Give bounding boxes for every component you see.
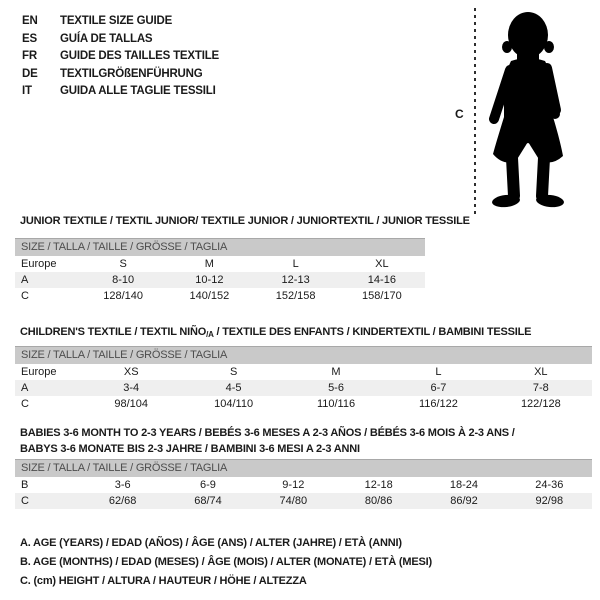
- table-cell: 74/80: [279, 495, 308, 507]
- language-code: EN: [22, 15, 38, 27]
- table-cell: S: [119, 258, 127, 270]
- table-cell: 68/74: [194, 495, 222, 507]
- table-cell: 62/68: [108, 495, 137, 507]
- table-band-header: SIZE / TALLA / TAILLE / GRÖSSE / TAGLIA: [15, 238, 425, 256]
- language-code: FR: [22, 50, 37, 62]
- table-cell: 98/104: [114, 398, 149, 410]
- table-cell: XS: [123, 366, 139, 378]
- table-cell: 6-7: [430, 382, 447, 394]
- legend-line-a: A. AGE (YEARS) / EDAD (AÑOS) / ÂGE (ANS) / ALTER (JAHRE) / ETÀ (ANNI): [20, 537, 402, 549]
- table-band-header: SIZE / TALLA / TAILLE / GRÖSSE / TAGLIA: [15, 459, 592, 477]
- height-figure: [452, 8, 584, 218]
- table-cell: 152/158: [275, 290, 316, 302]
- baby-silhouette-icon: [482, 10, 574, 210]
- table-cell: L: [435, 366, 442, 378]
- section-children-heading-sub: /A: [206, 330, 214, 339]
- row-label: C: [21, 290, 29, 302]
- guide-title: GUIDA ALLE TAGLIE TESSILI: [60, 85, 216, 97]
- section-junior-heading: [20, 214, 470, 230]
- table-cell: M: [204, 258, 214, 270]
- table-cell: 104/110: [214, 398, 254, 410]
- table-row: [15, 288, 425, 304]
- table-cell: 110/116: [316, 398, 356, 410]
- table-cell: 86/92: [450, 495, 478, 507]
- table-cell: XL: [534, 366, 548, 378]
- row-label: Europe: [21, 366, 57, 378]
- table-cell: 7-8: [532, 382, 549, 394]
- table-row: [15, 380, 592, 396]
- language-title-list: [22, 13, 219, 101]
- guide-title: GUÍA DE TALLAS: [60, 32, 153, 45]
- junior-size-table: [15, 238, 425, 304]
- table-cell: 24-36: [535, 479, 564, 491]
- row-label: C: [21, 495, 29, 507]
- language-row-de: [22, 66, 219, 84]
- table-row: [15, 272, 425, 288]
- legend: [20, 534, 432, 591]
- language-code: ES: [22, 32, 37, 45]
- table-cell: L: [292, 258, 299, 270]
- table-cell: 122/128: [520, 398, 561, 410]
- section-babies-heading-line2: BABYS 3-6 MONATE BIS 2-3 JAHRE / BAMBINI 3-6 MESI A 2-3 ANNI: [20, 442, 360, 455]
- section-junior-heading-text: JUNIOR TEXTILE / TEXTIL JUNIOR/ TEXTILE JUNIOR / JUNIORTEXTIL / JUNIOR TESSILE: [20, 215, 470, 227]
- table-cell: 12-18: [364, 479, 393, 491]
- height-dotted-line: [474, 8, 476, 214]
- table-cell: 140/152: [189, 290, 230, 302]
- row-label: B: [21, 479, 29, 491]
- section-children-heading-post: / TEXTILE DES ENFANTS / KINDERTEXTIL / BAMBINI TESSILE: [213, 326, 532, 338]
- row-label: C: [21, 398, 29, 410]
- table-cell: 5-6: [328, 382, 344, 394]
- section-babies-heading: [20, 426, 515, 457]
- table-cell: 92/98: [535, 495, 564, 507]
- table-row: [15, 477, 592, 493]
- table-row: [15, 364, 592, 380]
- table-cell: 3-4: [123, 382, 140, 394]
- language-row-fr: [22, 48, 219, 66]
- guide-title: GUIDE DES TAILLES TEXTILE: [60, 50, 219, 62]
- table-cell: S: [229, 366, 238, 378]
- table-cell: 14-16: [367, 274, 396, 286]
- table-row: [15, 396, 592, 412]
- guide-title: TEXTILE SIZE GUIDE: [60, 15, 173, 27]
- table-cell: 128/140: [103, 290, 143, 302]
- table-cell: 9-12: [282, 479, 305, 491]
- table-cell: 80/86: [364, 495, 393, 507]
- children-size-table: [15, 346, 592, 412]
- table-band-header: SIZE / TALLA / TAILLE / GRÖSSE / TAGLIA: [15, 346, 592, 364]
- section-babies-heading-line1: BABIES 3-6 MONTH TO 2-3 YEARS / BEBÉS 3-6 MESES A 2-3 AÑOS / BÉBÉS 3-6 MOIS À 2-3 ANS /: [20, 427, 515, 439]
- babies-size-table: [15, 459, 592, 509]
- row-label: A: [21, 382, 29, 394]
- language-code: IT: [22, 85, 32, 97]
- height-measure-label: C: [455, 107, 464, 121]
- row-label: A: [21, 274, 29, 286]
- legend-line-c: C. (cm) HEIGHT / ALTURA / HAUTEUR / HÖHE / ALTEZZA: [20, 575, 307, 587]
- section-children-heading: [20, 325, 531, 343]
- table-cell: 158/170: [361, 290, 402, 302]
- table-cell: 116/122: [418, 398, 458, 410]
- table-cell: 18-24: [449, 479, 479, 491]
- language-code: DE: [22, 67, 38, 80]
- table-cell: 10-12: [195, 274, 224, 286]
- language-row-it: [22, 83, 219, 101]
- table-cell: 3-6: [114, 479, 131, 491]
- language-row-en: [22, 13, 219, 31]
- table-row: [15, 493, 592, 509]
- table-row: [15, 256, 425, 272]
- table-cell: 12-13: [281, 274, 310, 286]
- legend-line-b: B. AGE (MONTHS) / EDAD (MESES) / ÂGE (MOIS) / ALTER (MONATE) / ETÀ (MESI): [20, 556, 432, 568]
- table-cell: 6-9: [200, 479, 216, 491]
- table-cell: M: [331, 366, 341, 378]
- table-cell: XL: [375, 258, 389, 270]
- language-row-es: [22, 31, 219, 49]
- table-cell: 8-10: [112, 274, 135, 286]
- row-label: Europe: [21, 258, 57, 270]
- section-children-heading-pre: CHILDREN'S TEXTILE / TEXTIL NIÑO: [20, 326, 207, 338]
- table-cell: 4-5: [225, 382, 242, 394]
- guide-title: TEXTILGRÖßENFÜHRUNG: [60, 67, 203, 80]
